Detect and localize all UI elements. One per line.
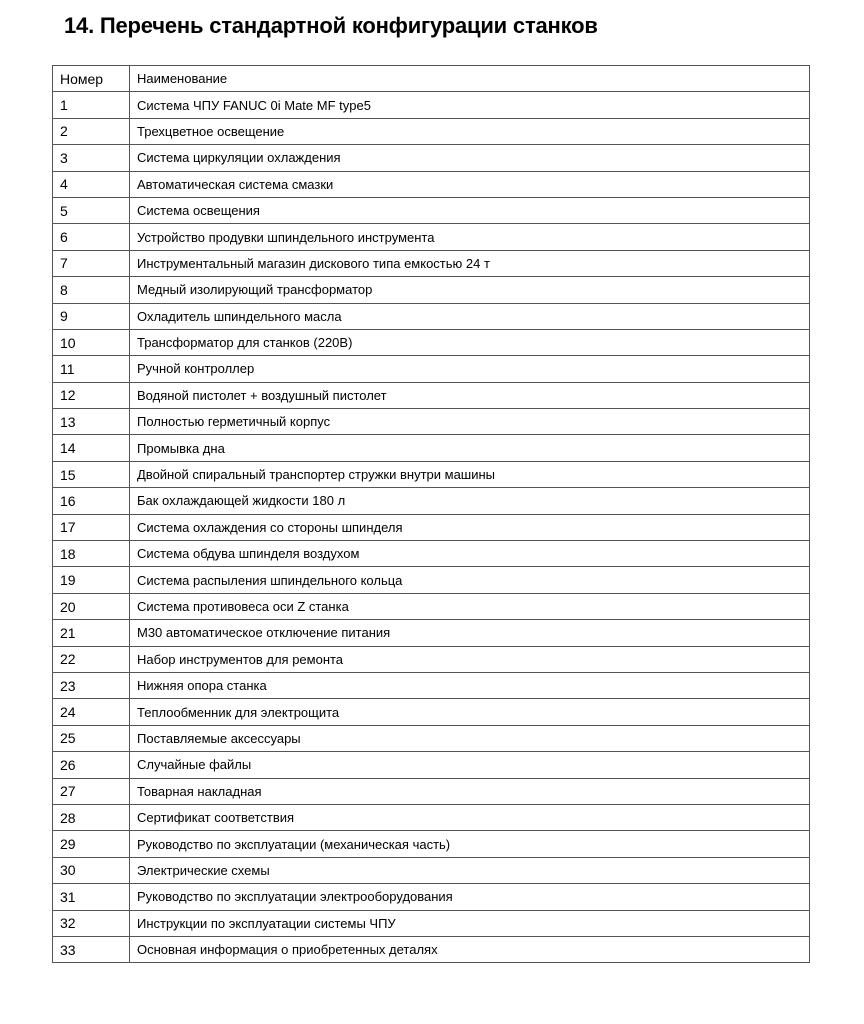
row-number: 17 — [53, 514, 130, 540]
row-item-name: Система циркуляции охлаждения — [130, 145, 810, 171]
row-number: 4 — [53, 171, 130, 197]
table-row — [53, 250, 810, 276]
table-row — [53, 171, 810, 197]
row-number: 9 — [53, 303, 130, 329]
row-item-name: Устройство продувки шпиндельного инструмента — [130, 224, 810, 250]
table-row — [53, 409, 810, 435]
row-number: 30 — [53, 857, 130, 883]
row-number: 25 — [53, 725, 130, 751]
row-number: 18 — [53, 541, 130, 567]
table-row — [53, 356, 810, 382]
row-number: 21 — [53, 620, 130, 646]
table-row — [53, 224, 810, 250]
row-item-name: Система освещения — [130, 197, 810, 223]
table-row — [53, 778, 810, 804]
row-item-name: Охладитель шпиндельного масла — [130, 303, 810, 329]
table-row — [53, 382, 810, 408]
row-number: 2 — [53, 118, 130, 144]
table-row — [53, 567, 810, 593]
row-item-name: Система ЧПУ FANUC 0i Mate MF type5 — [130, 92, 810, 118]
row-number: 13 — [53, 409, 130, 435]
row-number: 19 — [53, 567, 130, 593]
table-row — [53, 593, 810, 619]
column-header-number: Номер — [53, 66, 130, 92]
row-item-name: Набор инструментов для ремонта — [130, 646, 810, 672]
row-number: 8 — [53, 277, 130, 303]
row-item-name: Система распыления шпиндельного кольца — [130, 567, 810, 593]
row-item-name: Инструментальный магазин дискового типа емкостью 24 т — [130, 250, 810, 276]
table-row — [53, 145, 810, 171]
row-item-name: Медный изолирующий трансформатор — [130, 277, 810, 303]
row-item-name: Нижняя опора станка — [130, 672, 810, 698]
row-number: 7 — [53, 250, 130, 276]
row-number: 29 — [53, 831, 130, 857]
table-row — [53, 672, 810, 698]
table-row — [53, 936, 810, 962]
table-header-row — [53, 66, 810, 92]
row-number: 22 — [53, 646, 130, 672]
table-row — [53, 884, 810, 910]
row-item-name: Бак охлаждающей жидкости 180 л — [130, 488, 810, 514]
row-number: 27 — [53, 778, 130, 804]
row-item-name: Трехцветное освещение — [130, 118, 810, 144]
row-number: 14 — [53, 435, 130, 461]
row-number: 24 — [53, 699, 130, 725]
page-title: 14. Перечень стандартной конфигурации станков — [64, 13, 598, 38]
row-item-name: Поставляемые аксессуары — [130, 725, 810, 751]
row-number: 6 — [53, 224, 130, 250]
row-number: 5 — [53, 197, 130, 223]
table-row — [53, 488, 810, 514]
row-item-name: Случайные файлы — [130, 752, 810, 778]
row-item-name: Автоматическая система смазки — [130, 171, 810, 197]
row-item-name: Сертификат соответствия — [130, 804, 810, 830]
row-item-name: Ручной контроллер — [130, 356, 810, 382]
row-item-name: M30 автоматическое отключение питания — [130, 620, 810, 646]
row-item-name: Водяной пистолет + воздушный пистолет — [130, 382, 810, 408]
table-row — [53, 435, 810, 461]
row-number: 1 — [53, 92, 130, 118]
row-number: 10 — [53, 329, 130, 355]
row-number: 12 — [53, 382, 130, 408]
table-row — [53, 92, 810, 118]
table-row — [53, 804, 810, 830]
table-row — [53, 699, 810, 725]
row-item-name: Трансформатор для станков (220В) — [130, 329, 810, 355]
table-row — [53, 620, 810, 646]
table-row — [53, 725, 810, 751]
row-number: 11 — [53, 356, 130, 382]
row-number: 16 — [53, 488, 130, 514]
table-row — [53, 303, 810, 329]
row-item-name: Электрические схемы — [130, 857, 810, 883]
row-item-name: Руководство по эксплуатации (механическая часть) — [130, 831, 810, 857]
configuration-table — [52, 65, 810, 963]
table-row — [53, 197, 810, 223]
row-number: 15 — [53, 461, 130, 487]
row-item-name: Система обдува шпинделя воздухом — [130, 541, 810, 567]
row-number: 31 — [53, 884, 130, 910]
column-header-name: Наименование — [130, 66, 810, 92]
table-row — [53, 646, 810, 672]
row-item-name: Теплообменник для электрощита — [130, 699, 810, 725]
row-number: 23 — [53, 672, 130, 698]
row-number: 3 — [53, 145, 130, 171]
row-number: 20 — [53, 593, 130, 619]
row-number: 28 — [53, 804, 130, 830]
row-number: 32 — [53, 910, 130, 936]
table-row — [53, 910, 810, 936]
row-item-name: Промывка дна — [130, 435, 810, 461]
table-row — [53, 831, 810, 857]
table-row — [53, 752, 810, 778]
table-row — [53, 277, 810, 303]
table-row — [53, 541, 810, 567]
table-row — [53, 329, 810, 355]
row-number: 33 — [53, 936, 130, 962]
row-item-name: Руководство по эксплуатации электрооборудования — [130, 884, 810, 910]
row-item-name: Двойной спиральный транспортер стружки внутри машины — [130, 461, 810, 487]
row-item-name: Товарная накладная — [130, 778, 810, 804]
table-row — [53, 514, 810, 540]
row-item-name: Инструкции по эксплуатации системы ЧПУ — [130, 910, 810, 936]
row-item-name: Система охлаждения со стороны шпинделя — [130, 514, 810, 540]
row-item-name: Полностью герметичный корпус — [130, 409, 810, 435]
row-item-name: Система противовеса оси Z станка — [130, 593, 810, 619]
table-row — [53, 461, 810, 487]
row-item-name: Основная информация о приобретенных деталях — [130, 936, 810, 962]
table-row — [53, 857, 810, 883]
row-number: 26 — [53, 752, 130, 778]
table-row — [53, 118, 810, 144]
table-body — [53, 92, 810, 963]
